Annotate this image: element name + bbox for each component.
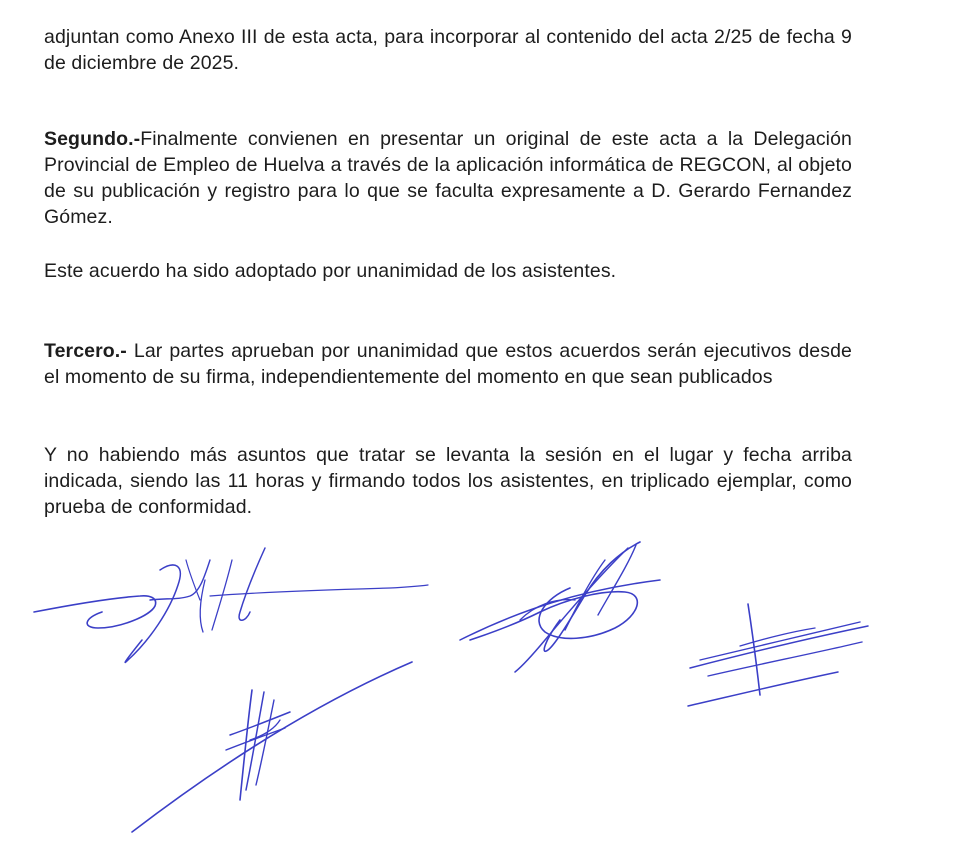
paragraph-tercero-label: Tercero.- [44,340,127,362]
paragraph-annex [44,24,852,76]
paragraph-annex-text: adjuntan como Anexo III de esta acta, para incorporar al contenido del acta 2/25 de fecha 9 de diciembre de 2025. [44,26,852,74]
signature-2 [460,542,660,672]
paragraph-tercero [44,338,852,390]
paragraph-closing [44,442,852,520]
signature-4 [132,662,412,832]
paragraph-segundo-text: Finalmente convienen en presentar un original de este acta a la Delegación Provincial de Empleo de Huelva a través de la aplicación informática de REGCON, al objeto de su publicación y registro para lo que se faculta expresamente a D. Gerardo Fernandez Gómez. [44,128,852,228]
signature-1 [34,548,428,662]
paragraph-segundo-label: Segundo.- [44,128,141,150]
paragraph-unanimity-text: Este acuerdo ha sido adoptado por unanimidad de los asistentes. [44,260,617,282]
signature-3 [688,604,868,706]
paragraph-closing-text: Y no habiendo más asuntos que tratar se levanta la sesión en el lugar y fecha arriba indicada, siendo las 11 horas y firmando todos los asistentes, en triplicado ejemplar, como prueba de conformidad. [44,444,852,518]
paragraph-unanimity [44,258,852,284]
paragraph-tercero-text: Lar partes aprueban por unanimidad que estos acuerdos serán ejecutivos desde el momento de su firma, independientemente del momento en que sean publicados [44,340,852,388]
paragraph-segundo [44,126,852,230]
